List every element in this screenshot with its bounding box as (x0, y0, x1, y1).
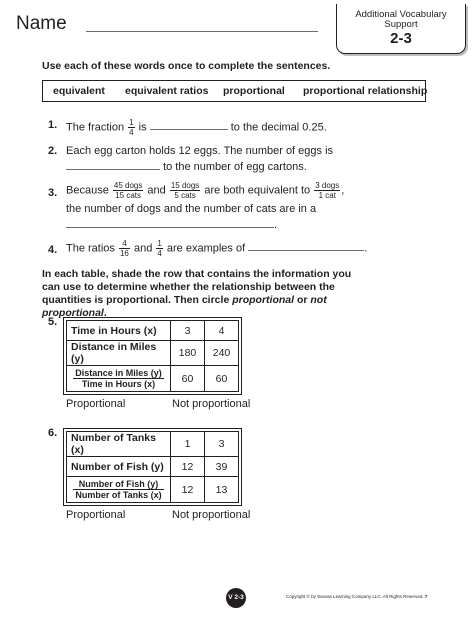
tab-title-line2: Support (384, 19, 418, 30)
fraction: $\frac{\text{3 dogs}}{\text{1 cat}}$ (315, 181, 340, 200)
question-2-line2 (66, 160, 307, 174)
question-3-line2: the number of dogs and the number of cats are in a (66, 203, 317, 215)
fraction: $\frac{1}{4}$ (157, 239, 162, 258)
table-cell: 60 (205, 366, 239, 392)
fraction: $\frac{\text{15 dogs}}{\text{5 cats}}$ (170, 181, 200, 200)
q3-text-and: and (147, 184, 166, 197)
question-number: 6. (48, 427, 58, 439)
table-row[interactable] (67, 477, 239, 503)
row-label-ratio: Distance in Miles (y) Time in Hours (x) (67, 366, 171, 392)
choice-proportional[interactable]: Proportional (66, 509, 126, 521)
answer-blank-2[interactable] (66, 160, 160, 170)
question-2-line1: Each egg carton holds 12 eggs. The number of eggs is (66, 145, 334, 157)
question-number: 2. (48, 145, 58, 157)
q1-text-pre: The fraction (66, 121, 125, 134)
q2-text-post: to the number of egg cartons. (163, 161, 307, 173)
word-bank-item: proportional (223, 85, 285, 97)
q1-text-mid: is (138, 121, 147, 134)
table-cell: 60 (171, 366, 205, 392)
table-row[interactable] (67, 432, 239, 457)
question-3-line1 (66, 181, 344, 200)
table-cell: 1 (171, 432, 205, 457)
q3-period: . (274, 219, 278, 231)
page-number: 7 (424, 594, 428, 599)
q4-text-and: and (133, 242, 153, 255)
answer-blank-3[interactable] (66, 218, 274, 228)
copyright-text: Copyright © by Savvas Learning Company LLC. All Rights Reserved. 7 (286, 594, 428, 599)
q4-text-pre: The ratios (66, 242, 115, 255)
word-bank-item: equivalent (53, 85, 105, 97)
choice-proportional[interactable]: Proportional (66, 398, 126, 410)
question-number: 5. (48, 316, 58, 328)
table-cell: 180 (171, 341, 205, 366)
q3-comma: , (341, 184, 345, 197)
table-cell: 240 (205, 341, 239, 366)
q4-period: . (364, 242, 368, 255)
instructions-1: Use each of these words once to complete the sentences. (42, 60, 331, 72)
choice-not-proportional[interactable]: Not proportional (172, 509, 251, 521)
lesson-code: 2-3 (390, 30, 412, 47)
data-table-6 (66, 431, 239, 503)
lesson-tab (336, 4, 466, 54)
row-label-ratio: Number of Fish (y) Number of Tanks (x) (67, 477, 171, 503)
question-number: 3. (48, 187, 58, 199)
word-bank-item: equivalent ratios (125, 85, 209, 97)
choice-not-proportional[interactable]: Not proportional (172, 398, 251, 410)
instructions-2: In each table, shade the row that contains the information you can use to determine whether the relationship between the quantities is proportional. Then circle proportional or not proportional. (42, 268, 352, 319)
table-cell: 4 (205, 321, 239, 341)
table-cell: 39 (205, 457, 239, 477)
table-cell: 12 (171, 477, 205, 503)
name-field-line[interactable] (86, 31, 318, 32)
table-row[interactable] (67, 366, 239, 392)
question-3-line3 (66, 218, 277, 232)
row-label: Number of Fish (y) (67, 457, 171, 477)
q4-text-mid: are examples of (166, 242, 246, 255)
row-label: Distance in Miles (y) (67, 341, 171, 366)
table-cell: 12 (171, 457, 205, 477)
question-4 (66, 239, 367, 258)
q3-text-mid: are both equivalent to (204, 184, 311, 197)
table-row[interactable] (67, 457, 239, 477)
word-bank (42, 80, 426, 102)
page-badge: V 2-3 (226, 588, 246, 608)
fraction: $\frac{4}{16}$ (119, 239, 129, 258)
q1-text-post: to the decimal 0.25. (230, 121, 327, 134)
row-label: Number of Tanks (x) (67, 432, 171, 457)
table-cell: 3 (171, 321, 205, 341)
data-table-5 (66, 320, 239, 392)
table-cell: 13 (205, 477, 239, 503)
word-bank-item: proportional relationship (303, 85, 428, 97)
name-label: Name (16, 13, 67, 34)
row-label: Time in Hours (x) (67, 321, 171, 341)
question-1 (66, 118, 327, 137)
table-row[interactable] (67, 321, 239, 341)
table-cell: 3 (205, 432, 239, 457)
fraction: $\frac{\text{45 dogs}}{\text{15 cats}}$ (113, 181, 143, 200)
answer-blank-1[interactable] (150, 120, 228, 130)
table-row[interactable] (67, 341, 239, 366)
tab-title-line1: Additional Vocabulary (355, 9, 447, 20)
fraction: $\frac{1}{4}$ (129, 118, 134, 137)
question-number: 4. (48, 244, 58, 256)
q3-text-pre: Because (66, 184, 109, 197)
question-number: 1. (48, 119, 58, 131)
answer-blank-4[interactable] (248, 241, 364, 251)
